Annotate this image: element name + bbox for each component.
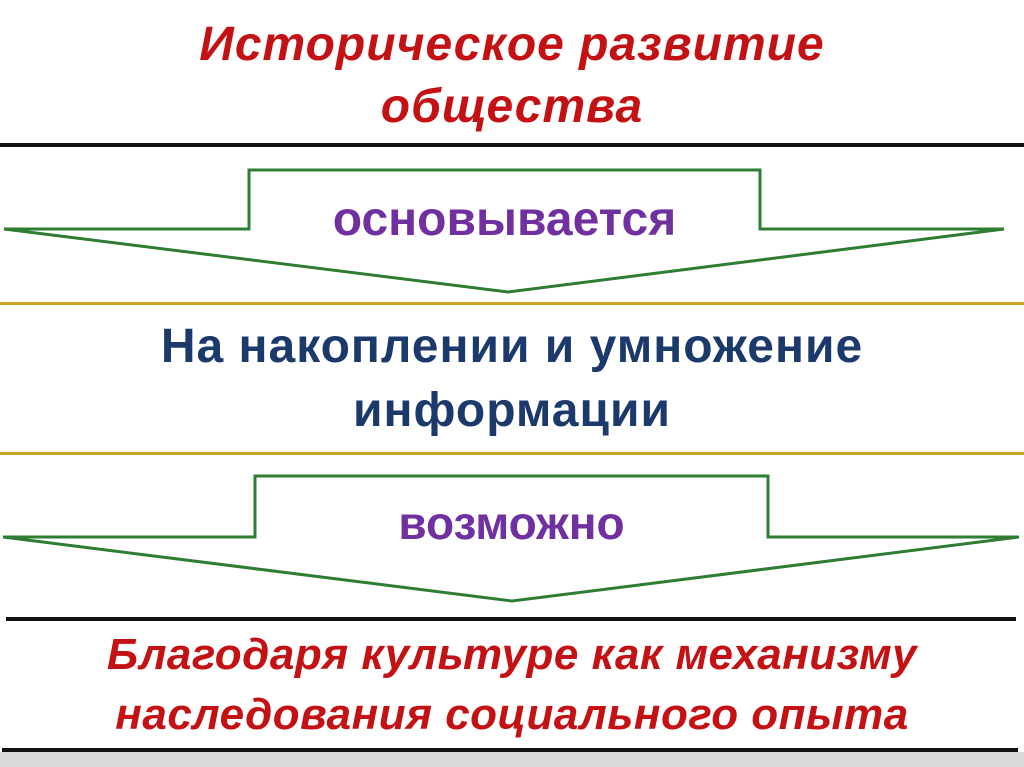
divider-yellow-2	[0, 452, 1024, 455]
statement-1-line-1: На накоплении и умножение	[160, 320, 864, 373]
flow-step-1	[0, 147, 1024, 303]
flow-step-2	[0, 456, 1024, 614]
statement-1	[0, 306, 1024, 452]
slide-title-line-2: общества	[380, 80, 644, 133]
arrow-label-1: основывается	[332, 192, 677, 246]
arrow-label-2: возможно	[398, 497, 625, 549]
statement-2-line-2: наследования социального опыта	[115, 689, 909, 739]
footer-strip	[0, 752, 1024, 767]
slide-title-line-1: Историческое развитие	[199, 18, 825, 71]
divider-yellow-1	[0, 302, 1024, 305]
statement-2-line-1: Благодаря культуре как механизму	[106, 629, 918, 679]
statement-2	[0, 621, 1024, 748]
slide-title	[0, 10, 1024, 142]
statement-1-line-2: информации	[353, 384, 671, 437]
